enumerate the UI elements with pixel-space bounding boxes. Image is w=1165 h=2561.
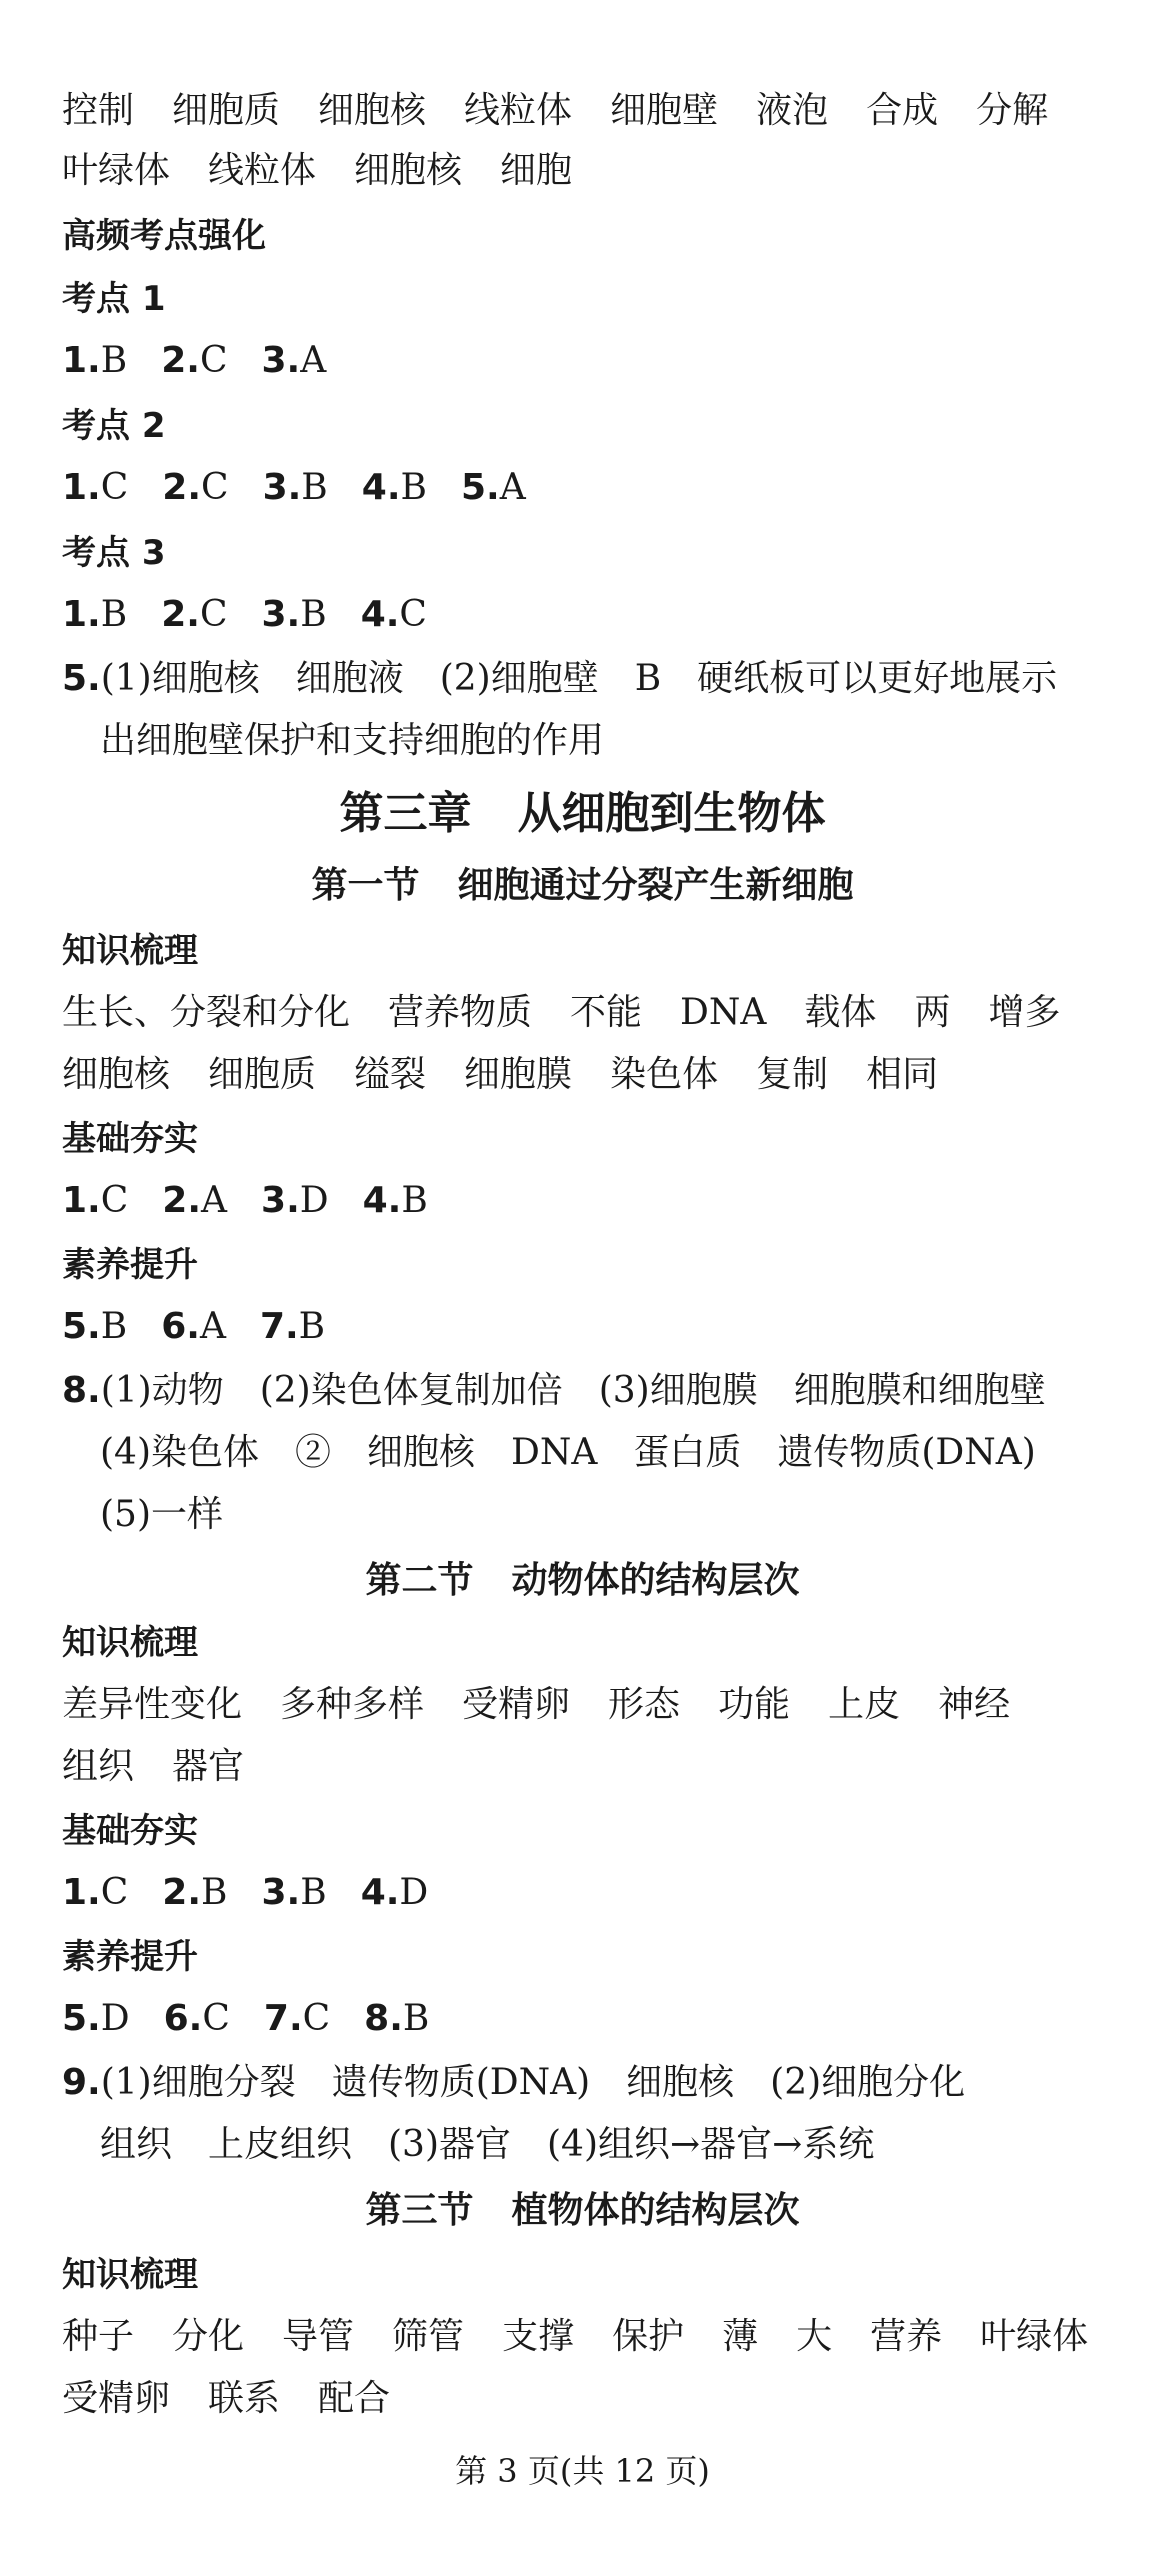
fill-item: 线粒体 xyxy=(464,90,573,131)
question-number: 3. xyxy=(261,1180,300,1221)
fill-item: 细胞核 xyxy=(354,150,463,191)
subsection-heading: 基础夯实 xyxy=(62,1119,198,1159)
answer-item xyxy=(261,1180,329,1221)
answer-item xyxy=(62,340,127,381)
fill-item: 神经 xyxy=(938,1684,1011,1725)
question-number: 1. xyxy=(62,340,101,381)
answer-choice: D xyxy=(100,1998,130,2039)
fill-line xyxy=(62,140,1125,202)
fill-line xyxy=(62,2368,1125,2430)
question-number: 5. xyxy=(62,658,101,699)
answer-item xyxy=(164,1998,230,2039)
answer-choice: A xyxy=(300,340,327,381)
fill-item: 多种多样 xyxy=(280,1684,425,1725)
question-number: 4. xyxy=(361,467,401,508)
answer-choice: A xyxy=(201,1180,228,1221)
chapter-name: 从细胞到生物体 xyxy=(517,788,826,839)
fill-item: 载体 xyxy=(804,992,877,1033)
question-number: 1. xyxy=(62,1180,101,1221)
answer-choice: C xyxy=(302,1998,331,2039)
answer-item xyxy=(361,594,427,635)
question-8 xyxy=(62,1360,1125,1422)
fill-item: 相同 xyxy=(866,1054,939,1095)
fill-item: 形态 xyxy=(608,1684,681,1725)
kaodian-heading: 考点 2 xyxy=(62,406,166,446)
fill-item: 细胞质 xyxy=(172,90,281,131)
answer-choice: C xyxy=(202,1998,230,2039)
fill-item: 复制 xyxy=(756,1054,829,1095)
answer-line xyxy=(62,584,1125,646)
answer-item xyxy=(361,1872,429,1913)
question-number: 2. xyxy=(162,467,202,508)
answer-item xyxy=(363,1180,428,1221)
answer-choice: B xyxy=(100,340,128,381)
fill-item: 液泡 xyxy=(756,90,829,131)
section-number: 第一节 xyxy=(311,865,420,906)
question-number: 5. xyxy=(460,467,500,508)
answer-text: (1)细胞分裂 遗传物质(DNA) 细胞核 (2)细胞分化 xyxy=(100,2062,966,2103)
answer-text: (1)动物 (2)染色体复制加倍 (3)细胞膜 细胞膜和细胞壁 xyxy=(100,1370,1046,1411)
question-number: 3. xyxy=(262,467,302,508)
page-footer: 第 3 页(共 12 页) xyxy=(455,2452,710,2490)
answer-choice: B xyxy=(400,467,427,508)
fill-item: 缢裂 xyxy=(354,1054,427,1095)
answer-item xyxy=(362,467,427,508)
fill-item: 线粒体 xyxy=(208,150,317,191)
fill-item: 薄 xyxy=(722,2316,759,2357)
fill-line xyxy=(62,1044,1125,1106)
answer-item xyxy=(261,594,326,635)
subsection-heading: 知识梳理 xyxy=(62,2255,198,2295)
question-number: 3. xyxy=(261,340,301,381)
answer-line xyxy=(62,457,1125,519)
fill-line xyxy=(62,982,1125,1044)
answer-text: (4)染色体 ② 细胞核 DNA 蛋白质 遗传物质(DNA) xyxy=(100,1432,1036,1473)
answer-choice: A xyxy=(199,1306,226,1347)
answer-item xyxy=(161,340,227,381)
fill-line xyxy=(62,1674,1125,1736)
fill-item: 细胞膜 xyxy=(464,1054,573,1095)
question-number: 7. xyxy=(259,1306,299,1347)
answer-choice: C xyxy=(100,467,129,508)
section-name: 细胞通过分裂产生新细胞 xyxy=(457,865,854,906)
section-number: 第三节 xyxy=(365,2190,474,2231)
answer-item xyxy=(161,1306,226,1347)
kaodian-heading: 考点 3 xyxy=(62,533,166,573)
answer-line xyxy=(62,330,1125,392)
question-number: 6. xyxy=(161,1306,200,1347)
fill-item: 差异性变化 xyxy=(62,1684,243,1725)
answer-choice: D xyxy=(299,1180,329,1221)
fill-line xyxy=(62,2306,1125,2368)
answer-item xyxy=(264,1998,330,2039)
subsection-heading: 知识梳理 xyxy=(62,931,198,971)
section-heading: 高频考点强化 xyxy=(62,216,266,256)
fill-item: 分化 xyxy=(172,2316,245,2357)
fill-item: DNA xyxy=(680,992,767,1033)
fill-item: 营养物质 xyxy=(388,992,533,1033)
fill-item: 器官 xyxy=(172,1746,245,1787)
fill-item: 导管 xyxy=(282,2316,355,2357)
fill-item: 营养 xyxy=(870,2316,943,2357)
chapter-title xyxy=(0,778,1165,850)
fill-item: 细胞壁 xyxy=(610,90,719,131)
question-number: 5. xyxy=(62,1998,101,2039)
answer-item xyxy=(62,1180,128,1221)
fill-item: 染色体 xyxy=(610,1054,719,1095)
subsection-heading: 素养提升 xyxy=(62,1245,198,1285)
answer-choice: C xyxy=(199,340,228,381)
answer-choice: B xyxy=(401,1180,428,1221)
answer-choice: C xyxy=(201,467,229,508)
answer-choice: C xyxy=(199,594,228,635)
fill-line xyxy=(62,80,1125,142)
fill-item: 筛管 xyxy=(392,2316,465,2357)
answer-item xyxy=(260,1306,325,1347)
answer-item xyxy=(62,594,127,635)
question-number: 1. xyxy=(62,594,101,635)
answer-text: (5)一样 xyxy=(100,1494,223,1535)
answer-item xyxy=(261,340,326,381)
question-number: 2. xyxy=(162,1872,202,1913)
fill-item: 叶绿体 xyxy=(62,150,171,191)
answer-choice: A xyxy=(499,467,526,508)
answer-item xyxy=(62,467,128,508)
question-number: 3. xyxy=(261,594,301,635)
question-number: 1. xyxy=(62,467,101,508)
fill-line xyxy=(62,1736,1125,1798)
fill-item: 细胞 xyxy=(500,150,573,191)
subsection-heading: 基础夯实 xyxy=(62,1811,198,1851)
fill-item: 不能 xyxy=(570,992,643,1033)
answer-item xyxy=(62,1872,128,1913)
fill-item: 配合 xyxy=(318,2378,391,2419)
answer-item xyxy=(161,594,227,635)
question-number: 4. xyxy=(362,1180,402,1221)
answer-line xyxy=(62,1988,1125,2050)
fill-item: 大 xyxy=(796,2316,833,2357)
answer-choice: B xyxy=(300,1872,327,1913)
fill-item: 支撑 xyxy=(502,2316,575,2357)
fill-item: 上皮 xyxy=(828,1684,901,1725)
question-number: 1. xyxy=(62,1872,101,1913)
answer-item xyxy=(162,1872,227,1913)
answer-choice: B xyxy=(300,594,327,635)
answer-item xyxy=(461,467,526,508)
answer-item xyxy=(162,1180,227,1221)
question-number: 9. xyxy=(62,2062,101,2103)
answer-choice: B xyxy=(301,467,328,508)
section-number: 第二节 xyxy=(365,1560,474,1601)
answer-item xyxy=(261,1872,326,1913)
question-number: 2. xyxy=(162,1180,202,1221)
section-title xyxy=(0,855,1165,917)
kaodian-heading: 考点 1 xyxy=(62,279,166,319)
fill-item: 增多 xyxy=(988,992,1061,1033)
fill-item: 联系 xyxy=(208,2378,281,2419)
question-number: 5. xyxy=(62,1306,101,1347)
answer-item xyxy=(62,1998,130,2039)
question-number: 3. xyxy=(261,1872,301,1913)
answer-item xyxy=(62,1306,127,1347)
answer-choice: C xyxy=(100,1872,129,1913)
question-number: 8. xyxy=(62,1370,101,1411)
answer-item xyxy=(162,467,228,508)
fill-item: 受精卵 xyxy=(462,1684,571,1725)
question-number: 4. xyxy=(360,1872,400,1913)
answer-choice: C xyxy=(100,1180,129,1221)
fill-item: 种子 xyxy=(62,2316,135,2357)
answer-text: (1)细胞核 细胞液 (2)细胞壁 B 硬纸板可以更好地展示 xyxy=(100,658,1058,699)
section-name: 动物体的结构层次 xyxy=(511,1560,800,1601)
fill-item: 细胞核 xyxy=(318,90,427,131)
fill-item: 分解 xyxy=(976,90,1049,131)
question-number: 8. xyxy=(364,1998,403,2039)
fill-item: 受精卵 xyxy=(62,2378,171,2419)
question-number: 7. xyxy=(263,1998,303,2039)
chapter-number: 第三章 xyxy=(339,788,472,839)
answer-text: 组织 上皮组织 (3)器官 (4)组织→器官→系统 xyxy=(100,2124,875,2165)
question-number: 6. xyxy=(163,1998,203,2039)
fill-item: 叶绿体 xyxy=(980,2316,1089,2357)
question-9 xyxy=(62,2052,1125,2114)
answer-line xyxy=(62,1170,1125,1232)
fill-item: 两 xyxy=(914,992,951,1033)
subsection-heading: 知识梳理 xyxy=(62,1623,198,1663)
section-title xyxy=(0,1550,1165,1612)
answer-line xyxy=(62,1296,1125,1358)
section-name: 植物体的结构层次 xyxy=(511,2190,800,2231)
answer-choice: C xyxy=(399,594,427,635)
answer-choice: B xyxy=(100,1306,128,1347)
fill-item: 保护 xyxy=(612,2316,685,2357)
question-number: 4. xyxy=(360,594,400,635)
answer-choice: B xyxy=(402,1998,430,2039)
question-number: 2. xyxy=(161,594,200,635)
fill-item: 组织 xyxy=(62,1746,135,1787)
section-title xyxy=(0,2180,1165,2242)
question-number: 2. xyxy=(161,340,200,381)
answer-text: 出细胞壁保护和支持细胞的作用 xyxy=(100,720,605,761)
fill-item: 合成 xyxy=(866,90,939,131)
fill-item: 功能 xyxy=(718,1684,791,1725)
answer-choice: B xyxy=(100,594,128,635)
question-5 xyxy=(62,648,1125,710)
answer-item xyxy=(364,1998,429,2039)
answer-choice: B xyxy=(298,1306,326,1347)
fill-item: 细胞质 xyxy=(208,1054,317,1095)
subsection-heading: 素养提升 xyxy=(62,1937,198,1977)
fill-item: 生长、分裂和分化 xyxy=(62,992,351,1033)
answer-choice: B xyxy=(201,1872,228,1913)
answer-line xyxy=(62,1862,1125,1924)
answer-choice: D xyxy=(399,1872,429,1913)
fill-item: 控制 xyxy=(62,90,135,131)
answer-item xyxy=(263,467,328,508)
fill-item: 细胞核 xyxy=(62,1054,171,1095)
